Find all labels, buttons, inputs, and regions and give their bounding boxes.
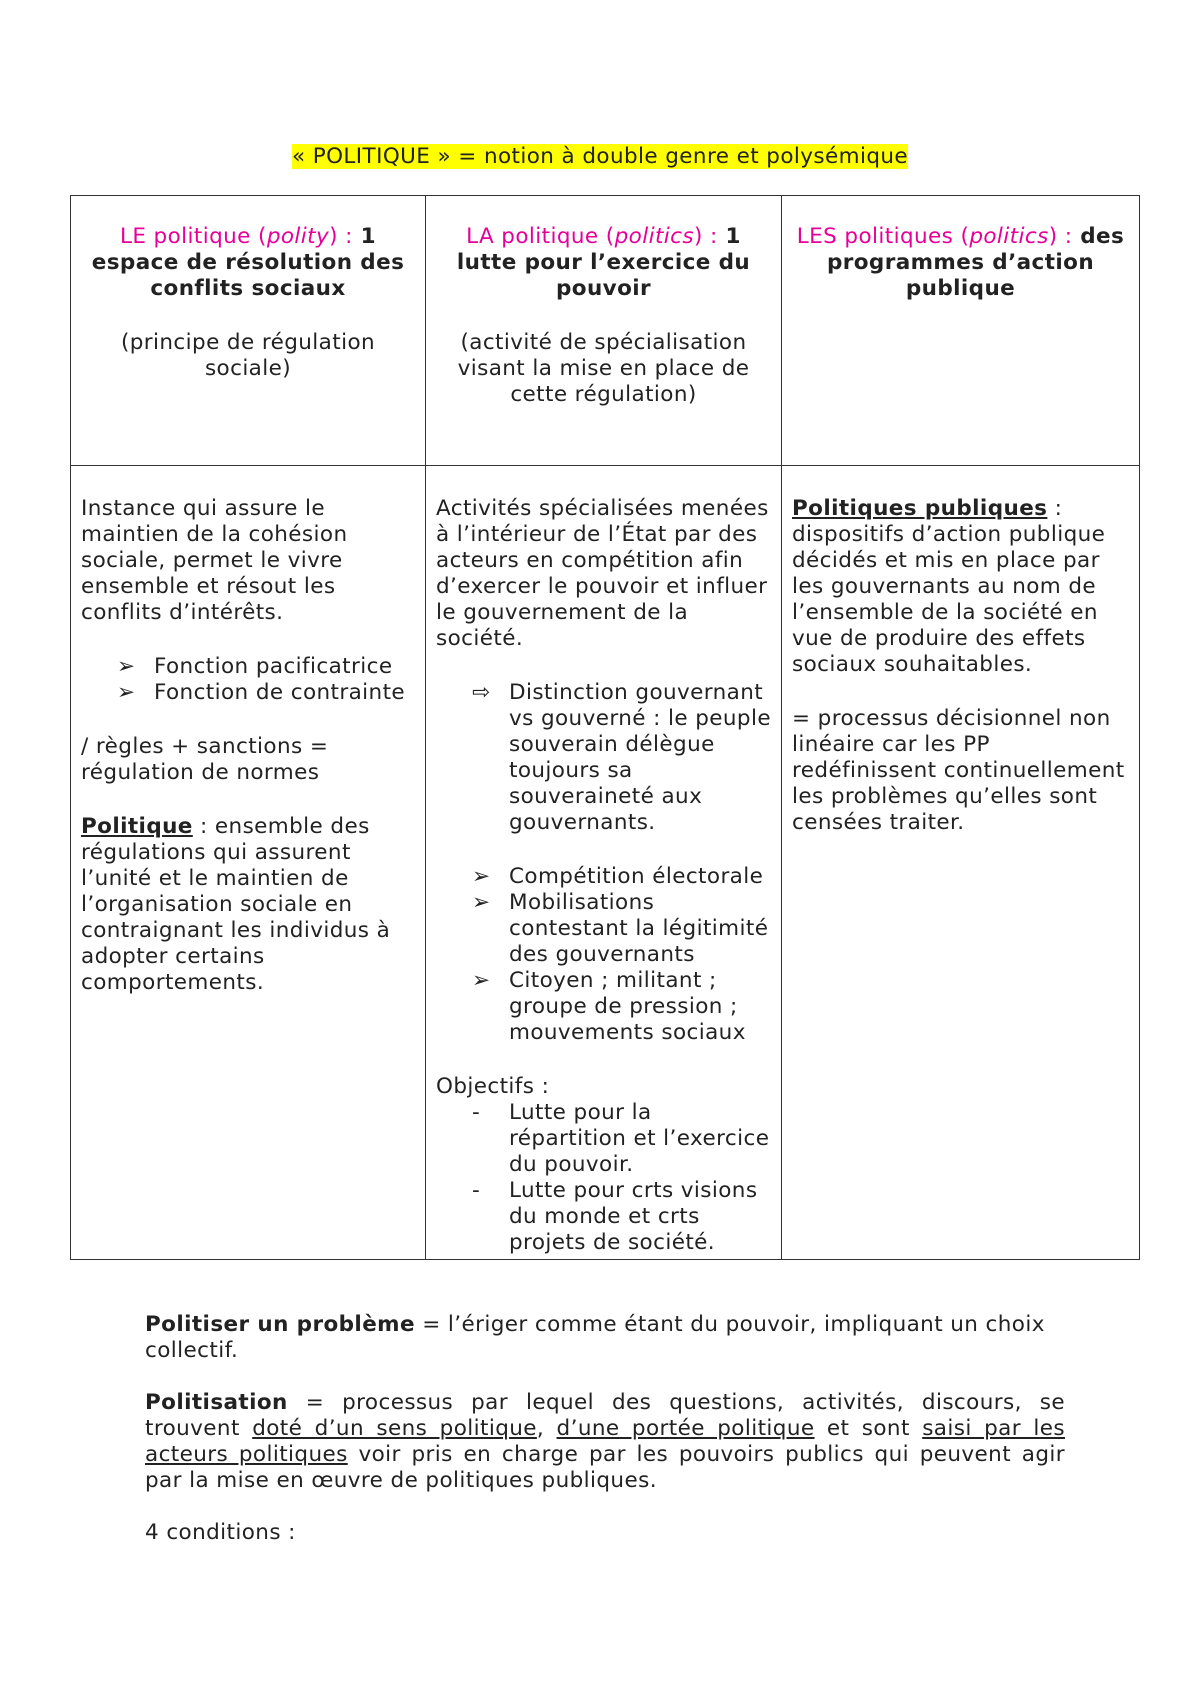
list-item: ⇨ Distinction gouvernant vs gouverné : le peuple souverain délègue toujours sa souveraineté aux gouvernants.	[472, 680, 771, 835]
header-la-politique: LA politique (politics) : 1 lutte pour l’exercice du pouvoir (activité de spécialisation visant la mise en place de cette régulation)	[426, 196, 782, 466]
dash-icon: -	[472, 1100, 481, 1125]
list-item: ➢ Fonction de contrainte	[117, 680, 406, 705]
list-item: - Lutte pour la répartition et l’exercice du pouvoir.	[472, 1100, 770, 1177]
paragraph-politiser: Politiser un problème = l’ériger comme étant du pouvoir, impliquant un choix collectif.	[145, 1312, 1045, 1363]
objectives-list	[436, 1100, 771, 1256]
list-item: ➢ Citoyen ; militant ; groupe de pression ; mouvements sociaux	[472, 968, 746, 1045]
bullet-arrow-icon: ➢	[472, 968, 491, 993]
arrow-list	[436, 680, 771, 836]
outline-arrow-icon: ⇨	[472, 680, 491, 705]
list-item: ➢ Mobilisations contestant la légitimité des gouvernants	[472, 890, 769, 967]
bullet-list	[436, 864, 771, 1046]
header-row	[71, 196, 1140, 466]
header-les-politiques: LES politiques (politics) : des programmes d’action publique	[782, 196, 1140, 466]
politique-table	[70, 195, 1140, 1260]
paragraph-politisation: Politisation = processus par lequel des questions, activités, discours, se trouvent doté d’un sens politique, d’une portée politique et sont saisi par les acteurs politiques voir pris en charge par les pouvoirs publics qui peuvent agir par la mise en œuvre de politiques publiques.	[145, 1390, 1065, 1493]
paragraph-conditions: 4 conditions :	[145, 1520, 296, 1545]
document-title: « POLITIQUE » = notion à double genre et polysémique	[291, 144, 909, 169]
bullet-arrow-icon: ➢	[472, 890, 491, 915]
list-item: - Lutte pour crts visions du monde et crts projets de société.	[472, 1178, 758, 1255]
bullet-arrow-icon: ➢	[117, 654, 136, 679]
body-les-politiques: Politiques publiques : dispositifs d’action publique décidés et mis en place par les gouvernants au nom de l’ensemble de la société en vue de produire des effets sociaux souhaitables. = processus décisionnel non linéaire car les PP redéfinissent continuellement les problèmes qu’elles sont censées traiter.	[782, 466, 1140, 1260]
dash-icon: -	[472, 1178, 481, 1203]
bullet-list	[81, 654, 415, 706]
bullet-arrow-icon: ➢	[117, 680, 136, 705]
bullet-arrow-icon: ➢	[472, 864, 491, 889]
header-le-politique: LE politique (polity) : 1 espace de résolution des conflits sociaux (principe de régulation sociale)	[71, 196, 426, 466]
body-le-politique: Instance qui assure le maintien de la cohésion sociale, permet le vivre ensemble et résout les conflits d’intérêts. ➢ Fonction pacificatrice ➢ Fonction de contrainte / règles + sanctions = régulation de normes Politique : ensemble des régulations qui assurent l’unité et le maintien de l’organisation sociale en contraignant les individus à adopter certains comportements.	[71, 466, 426, 1260]
list-item: ➢ Compétition électorale	[472, 864, 764, 889]
list-item: ➢ Fonction pacificatrice	[117, 654, 393, 679]
body-row	[71, 466, 1140, 1260]
body-la-politique: Activités spécialisées menées à l’intérieur de l’État par des acteurs en compétition afin d’exercer le pouvoir et influer le gouvernement de la société. ⇨ Distinction gouvernant vs gouverné : le peuple souverain délègue toujours sa souveraineté aux gouvernants. ➢ Compétition électorale ➢ Mobilisations contestant la légitimité des gouvernants ➢ Citoyen ; militant ; groupe de pression ; mouvements sociaux Objectifs : - Lutte pour la répartition et l’exercice du pouvoir. - Lutte pour crts visions du monde et crts projets de société.	[426, 466, 782, 1260]
